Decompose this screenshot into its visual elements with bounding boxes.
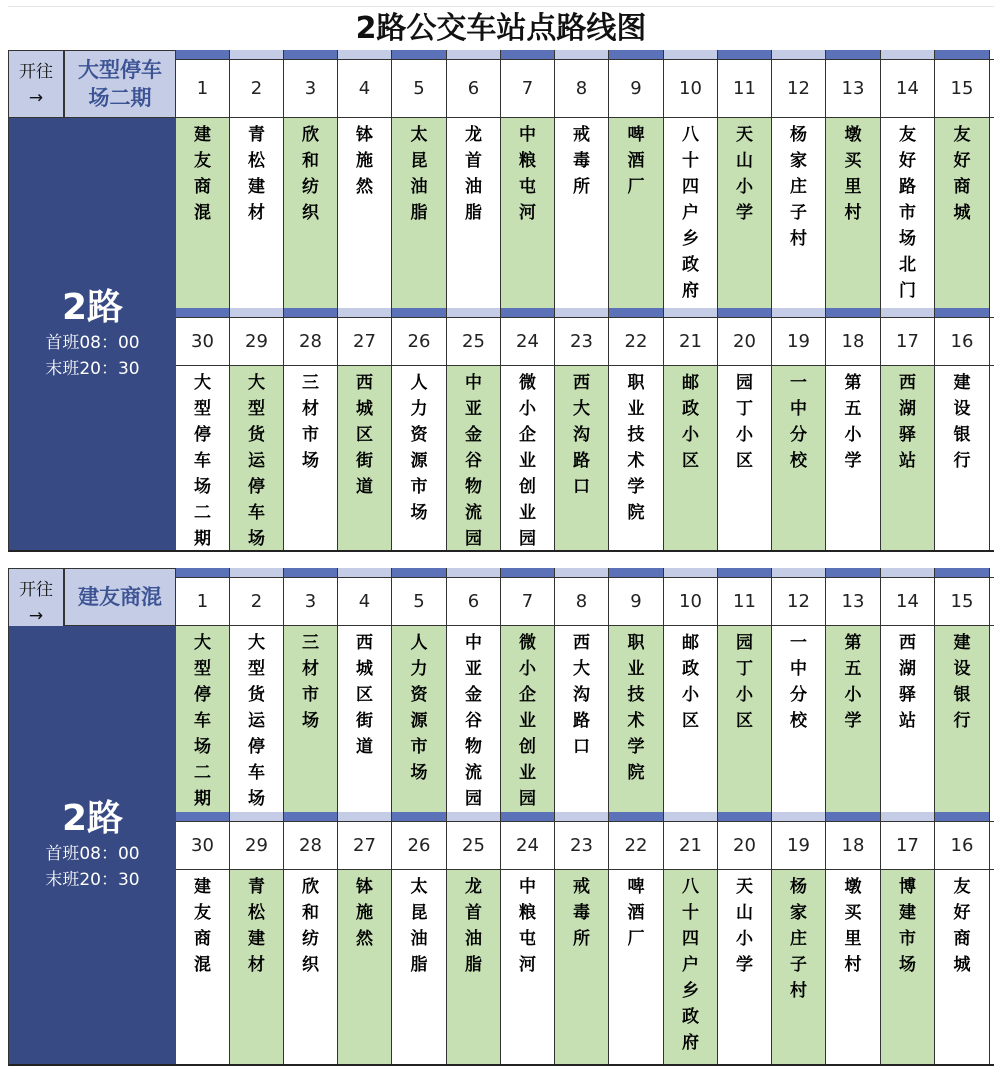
stop-number: 7 — [501, 578, 555, 625]
arrow-icon: → — [28, 88, 44, 108]
stop-number: 12 — [772, 578, 826, 625]
stop-number: 20 — [718, 318, 772, 365]
stop-number: 13 — [826, 578, 881, 625]
stop-number: 22 — [609, 822, 664, 869]
station-name: 大 型 停 车 场 二 期 — [176, 366, 230, 550]
station-name: 博 建 市 场 — [881, 870, 935, 1064]
stop-number-row — [176, 59, 994, 118]
stop-number: 5 — [392, 60, 447, 117]
stop-number: 6 — [447, 578, 501, 625]
station-name: 微 小 企 业 创 业 园 — [501, 366, 555, 550]
station-name: 人 力 资 源 市 场 — [392, 366, 447, 550]
station-name: 建 友 商 混 — [176, 118, 230, 308]
stop-number: 19 — [772, 318, 826, 365]
stop-number: 15 — [935, 60, 990, 117]
station-name: 龙 首 油 脂 — [447, 118, 501, 308]
station-name: 中 亚 金 谷 物 流 园 — [447, 366, 501, 550]
station-name: 职 业 技 术 学 院 — [609, 626, 664, 812]
stop-number: 7 — [501, 60, 555, 117]
stop-number: 21 — [664, 822, 718, 869]
station-name: 微 小 企 业 创 业 园 — [501, 626, 555, 812]
destination-label — [64, 50, 176, 118]
stop-number-row — [176, 821, 994, 870]
stop-number: 24 — [501, 318, 555, 365]
stop-number: 23 — [555, 318, 609, 365]
station-name: 三 材 市 场 — [284, 366, 338, 550]
station-name: 建 设 银 行 — [935, 626, 990, 812]
stop-number: 29 — [230, 318, 284, 365]
station-name: 园 丁 小 区 — [718, 626, 772, 812]
route-name: 2路 — [61, 287, 124, 328]
station-name: 三 材 市 场 — [284, 626, 338, 812]
stop-number: 16 — [935, 318, 990, 365]
station-name: 西 湖 驿 站 — [881, 366, 935, 550]
stop-number: 5 — [392, 578, 447, 625]
stop-number: 1 — [176, 578, 230, 625]
route-block-1 — [8, 50, 994, 552]
station-name: 青 松 建 材 — [230, 118, 284, 308]
station-name: 建 设 银 行 — [935, 366, 990, 550]
station-name: 天 山 小 学 — [718, 870, 772, 1064]
station-name: 中 粮 屯 河 — [501, 118, 555, 308]
stop-number: 14 — [881, 60, 935, 117]
stop-number: 19 — [772, 822, 826, 869]
station-name: 墩 买 里 村 — [826, 870, 881, 1064]
stop-number: 12 — [772, 60, 826, 117]
station-name: 戒 毒 所 — [555, 870, 609, 1064]
stop-number: 3 — [284, 60, 338, 117]
stop-number-row — [176, 317, 994, 366]
stop-number: 13 — [826, 60, 881, 117]
stop-number: 30 — [176, 318, 230, 365]
station-name: 杨 家 庄 子 村 — [772, 870, 826, 1064]
destination-line-2: 场二期 — [88, 86, 152, 110]
station-name: 钵 施 然 — [338, 870, 392, 1064]
station-name: 中 亚 金 谷 物 流 园 — [447, 626, 501, 812]
station-name: 啤 酒 厂 — [609, 870, 664, 1064]
station-name-row — [176, 870, 994, 1064]
route-name: 2路 — [61, 798, 124, 839]
stop-number: 22 — [609, 318, 664, 365]
divider — [176, 1064, 994, 1066]
destination-line-1: 大型停车 — [78, 58, 162, 82]
color-stripe — [176, 308, 994, 317]
station-name: 欣 和 纺 织 — [284, 118, 338, 308]
station-name: 太 昆 油 脂 — [392, 870, 447, 1064]
arrow-icon: → — [28, 606, 44, 626]
station-name: 西 城 区 街 道 — [338, 366, 392, 550]
station-name: 第 五 小 学 — [826, 366, 881, 550]
station-name: 职 业 技 术 学 院 — [609, 366, 664, 550]
color-stripe — [176, 568, 994, 577]
stop-number: 14 — [881, 578, 935, 625]
station-name: 欣 和 纺 织 — [284, 870, 338, 1064]
stop-number: 17 — [881, 318, 935, 365]
stop-number: 10 — [664, 60, 718, 117]
station-name: 大 型 货 运 停 车 场 — [230, 626, 284, 812]
stop-number: 27 — [338, 822, 392, 869]
stop-number: 9 — [609, 578, 664, 625]
station-name: 邮 政 小 区 — [664, 366, 718, 550]
route-block-2 — [8, 568, 994, 1066]
stop-number: 16 — [935, 822, 990, 869]
station-name: 八 十 四 户 乡 政 府 — [664, 870, 718, 1064]
station-name: 人 力 资 源 市 场 — [392, 626, 447, 812]
stop-number: 21 — [664, 318, 718, 365]
last-bus-time: 末班20：30 — [45, 870, 140, 890]
station-name-row — [176, 626, 994, 812]
station-name: 大 型 停 车 场 二 期 — [176, 626, 230, 812]
station-name: 龙 首 油 脂 — [447, 870, 501, 1064]
direction-text: 开往 — [19, 62, 53, 82]
stop-number: 25 — [447, 318, 501, 365]
station-name: 第 五 小 学 — [826, 626, 881, 812]
stop-number: 18 — [826, 822, 881, 869]
stop-number: 11 — [718, 60, 772, 117]
station-name: 一 中 分 校 — [772, 366, 826, 550]
route-info-panel — [8, 118, 176, 552]
station-name: 杨 家 庄 子 村 — [772, 118, 826, 308]
stop-number: 23 — [555, 822, 609, 869]
station-name: 友 好 路 市 场 北 门 — [881, 118, 935, 308]
station-name: 墩 买 里 村 — [826, 118, 881, 308]
route-info-panel — [8, 626, 176, 1066]
color-stripe — [176, 50, 994, 59]
stop-number: 20 — [718, 822, 772, 869]
station-name: 戒 毒 所 — [555, 118, 609, 308]
stop-number: 1 — [176, 60, 230, 117]
stop-number: 2 — [230, 578, 284, 625]
stop-number: 27 — [338, 318, 392, 365]
station-name: 西 城 区 街 道 — [338, 626, 392, 812]
direction-text: 开往 — [19, 580, 53, 600]
last-bus-time: 末班20：30 — [45, 359, 140, 379]
stop-number: 28 — [284, 318, 338, 365]
station-name: 友 好 商 城 — [935, 118, 990, 308]
station-name: 西 大 沟 路 口 — [555, 626, 609, 812]
stop-number: 9 — [609, 60, 664, 117]
divider — [176, 550, 994, 552]
first-bus-time: 首班08：00 — [45, 333, 140, 353]
stop-number: 3 — [284, 578, 338, 625]
stop-number: 24 — [501, 822, 555, 869]
station-name: 西 大 沟 路 口 — [555, 366, 609, 550]
stop-number: 29 — [230, 822, 284, 869]
stop-number: 17 — [881, 822, 935, 869]
stop-number: 30 — [176, 822, 230, 869]
stop-number: 6 — [447, 60, 501, 117]
station-name: 友 好 商 城 — [935, 870, 990, 1064]
station-name: 太 昆 油 脂 — [392, 118, 447, 308]
stop-number-row — [176, 577, 994, 626]
station-name: 八 十 四 户 乡 政 府 — [664, 118, 718, 308]
station-name-row — [176, 366, 994, 550]
station-name: 园 丁 小 区 — [718, 366, 772, 550]
station-name: 钵 施 然 — [338, 118, 392, 308]
stop-number: 4 — [338, 578, 392, 625]
destination-line-1: 建友商混 — [78, 585, 162, 609]
stop-number: 26 — [392, 822, 447, 869]
station-name: 邮 政 小 区 — [664, 626, 718, 812]
station-name-row — [176, 118, 994, 308]
station-name: 大 型 货 运 停 车 场 — [230, 366, 284, 550]
page-title: 2路公交车站点路线图 — [8, 6, 994, 50]
stop-number: 11 — [718, 578, 772, 625]
stop-number: 28 — [284, 822, 338, 869]
station-name: 西 湖 驿 站 — [881, 626, 935, 812]
destination-label — [64, 568, 176, 626]
stop-number: 26 — [392, 318, 447, 365]
stop-number: 25 — [447, 822, 501, 869]
station-name: 建 友 商 混 — [176, 870, 230, 1064]
first-bus-time: 首班08：00 — [45, 844, 140, 864]
stop-number: 10 — [664, 578, 718, 625]
station-name: 青 松 建 材 — [230, 870, 284, 1064]
station-name: 啤 酒 厂 — [609, 118, 664, 308]
station-name: 天 山 小 学 — [718, 118, 772, 308]
stop-number: 15 — [935, 578, 990, 625]
color-stripe — [176, 812, 994, 821]
stop-number: 2 — [230, 60, 284, 117]
stop-number: 8 — [555, 578, 609, 625]
direction-label — [8, 50, 64, 118]
station-name: 一 中 分 校 — [772, 626, 826, 812]
stop-number: 18 — [826, 318, 881, 365]
stop-number: 4 — [338, 60, 392, 117]
station-name: 中 粮 屯 河 — [501, 870, 555, 1064]
stop-number: 8 — [555, 60, 609, 117]
